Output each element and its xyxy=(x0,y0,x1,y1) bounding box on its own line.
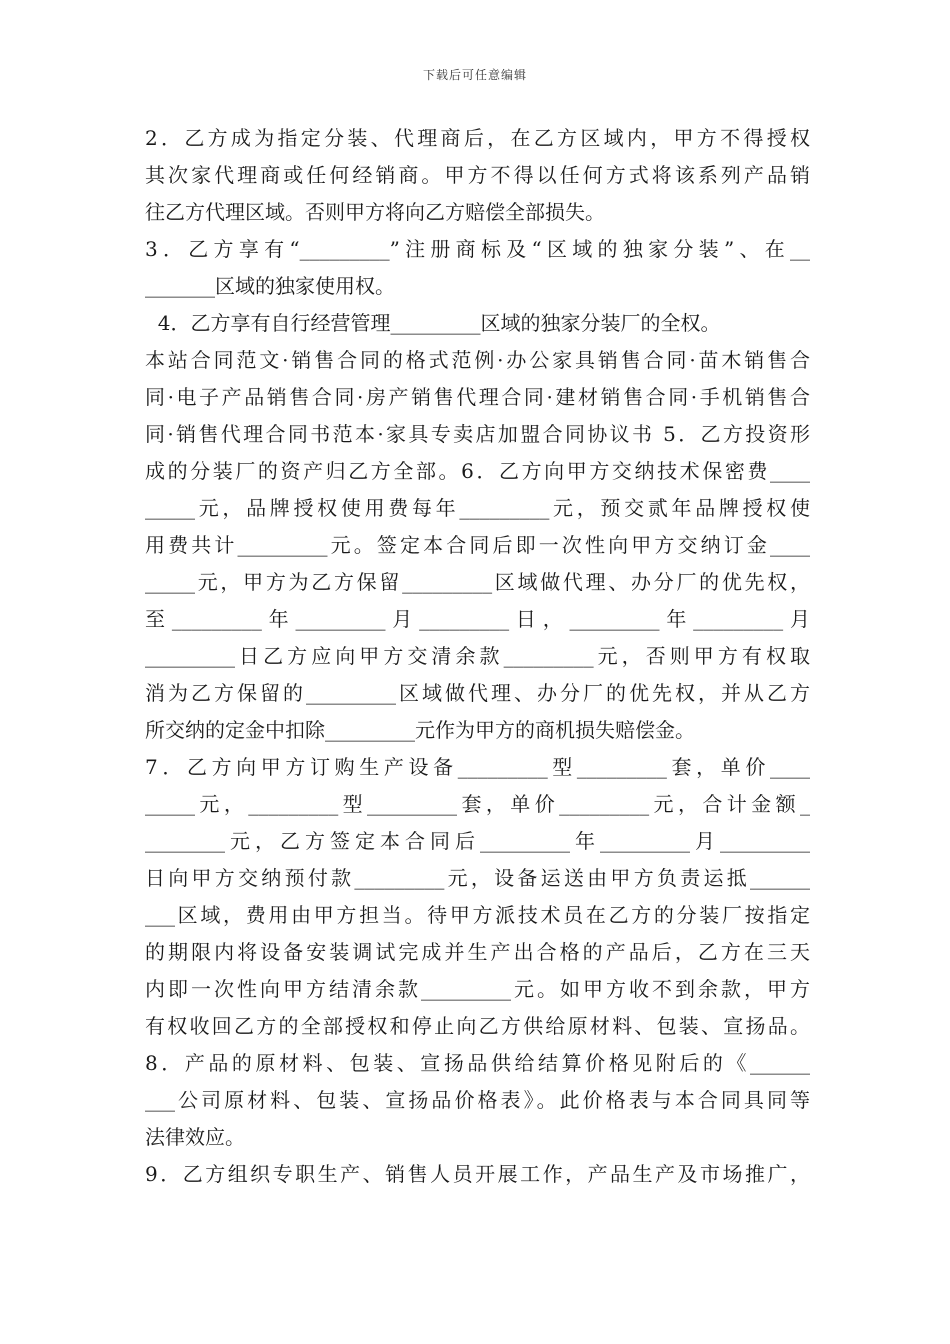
text-line: 所交纳的定金中扣除_________元作为甲方的商机损失赔偿金。 xyxy=(145,718,695,742)
text-line: 法律效应。 xyxy=(145,1125,245,1149)
text-line: ___公司原材料、包装、宣扬品价格表》。此价格表与本合同具同等 xyxy=(145,1088,810,1112)
text-line: 4．乙方享有自行经营管理_________区域的独家分装厂的全权。 xyxy=(145,311,721,335)
document-body xyxy=(145,120,810,1193)
text-line: _____元，甲方为乙方保留_________区域做代理、办分厂的优先权， xyxy=(145,570,810,594)
text-line: 消为乙方保留的_________区域做代理、办分厂的优先权，并从乙方 xyxy=(145,681,810,705)
page-header: 下载后可任意编辑 xyxy=(422,68,527,82)
text-line: ________元，乙方签定本合同后_________年_________月_________ xyxy=(145,829,810,853)
text-line: _______区域的独家使用权。 xyxy=(145,274,395,298)
text-line: 至_________年_________月_________日，_________年_________月 xyxy=(145,607,810,631)
text-line: 有权收回乙方的全部授权和停止向乙方供给原材料、包装、宣扬品。 xyxy=(145,1014,810,1038)
text-line: 7．乙方向甲方订购生产设备_________型_________套，单价____ xyxy=(145,755,810,779)
text-line: ___区域，费用由甲方担当。待甲方派技术员在乙方的分装厂按指定 xyxy=(145,903,810,927)
text-line: 8．产品的原材料、包装、宣扬品供给结算价格见附后的《______ xyxy=(145,1051,810,1075)
text-line: 日向甲方交纳预付款_________元，设备运送由甲方负责运抵______ xyxy=(145,866,810,890)
text-line: 用费共计_________元。签定本合同后即一次性向甲方交纳订金____ xyxy=(145,533,810,557)
text-line: 9．乙方组织专职生产、销售人员开展工作，产品生产及市场推广， xyxy=(145,1162,810,1186)
text-line: 2．乙方成为指定分装、代理商后，在乙方区域内，甲方不得授权 xyxy=(145,126,810,150)
text-line: _____元，品牌授权使用费每年_________元，预交贰年品牌授权使 xyxy=(145,496,810,520)
text-line: 同·销售代理合同书范本·家具专卖店加盟合同协议书 5．乙方投资形 xyxy=(145,422,810,446)
text-line: 成的分装厂的资产归乙方全部。6．乙方向甲方交纳技术保密费____ xyxy=(145,459,810,483)
text-line: 本站合同范文·销售合同的格式范例·办公家具销售合同·苗木销售合 xyxy=(145,348,810,372)
text-line: _____元，_________型_________套，单价_________元，合计金额_ xyxy=(145,792,810,816)
text-line: 往乙方代理区域。否则甲方将向乙方赔偿全部损失。 xyxy=(145,200,605,224)
text-line: 内即一次性向甲方结清余款_________元。如甲方收不到余款，甲方 xyxy=(145,977,810,1001)
text-line: 3．乙方享有“_________”注册商标及“区域的独家分装”、在__ xyxy=(145,237,810,261)
text-line: 同·电子产品销售合同·房产销售代理合同·建材销售合同·手机销售合 xyxy=(145,385,810,409)
text-line: 的期限内将设备安装调试完成并生产出合格的产品后，乙方在三天 xyxy=(145,940,810,964)
text-line: _________日乙方应向甲方交清余款_________元，否则甲方有权取 xyxy=(145,644,810,668)
text-line: 其次家代理商或任何经销商。甲方不得以任何方式将该系列产品销 xyxy=(145,163,810,187)
